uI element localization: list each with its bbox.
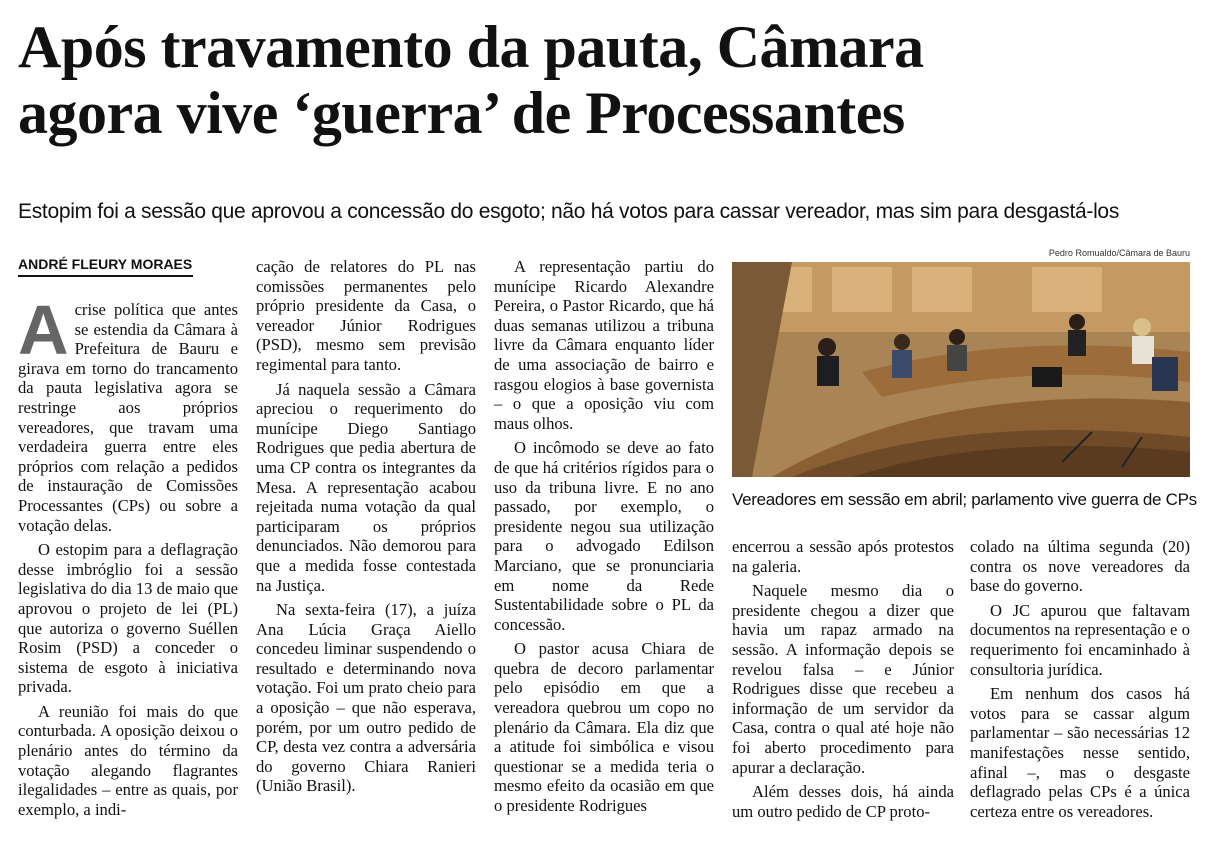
paragraph: O estopim para a deflagração desse imbróglio foi a sessão legislativa do dia 13 de maio que aprovou o projeto de lei (PL) que autoriza o governo Suéllen Rosim (PSD) a conceder o sistema de esgoto à iniciativa privada. <box>18 540 238 697</box>
paragraph: O JC apurou que faltavam documentos na representação e o requerimento foi encaminhado à consultoria jurídica. <box>970 600 1190 679</box>
column-4 <box>732 537 954 826</box>
paragraph: Em nenhum dos casos há votos para se cassar algum parlamentar – são necessárias 12 manifestações nesse sentido, afinal –, mas o desgaste deflagrado pelas CPs é a única certeza entre os vereadores. <box>970 684 1190 821</box>
column-5 <box>970 537 1190 826</box>
session-photo <box>732 262 1190 477</box>
headline-line-1: Após travamento da pauta, Câmara <box>18 14 924 80</box>
headline-line-2: agora vive ‘guerra’ de Processantes <box>18 80 905 146</box>
drop-cap: A <box>18 291 69 369</box>
paragraph: O pastor acusa Chiara de quebra de decoro parlamentar pelo episódio em que a vereadora quebrou um copo no plenário da Câmara. Ela diz que a atitude foi simbólica e visou questionar se a medida teria o mesmo efeito da ocasião em que o presidente Rodrigues <box>494 639 714 816</box>
paragraph: crise política que antes se estendia da Câmara à Prefeitura de Bauru e girava em torno do trancamento da pauta legislativa agora se restringe aos próprios vereadores, que travam uma verdadeira guerra entre eles próprios com relação a pedidos de instauração de Comissões Processantes (CPs) ou sobre a votação delas. <box>18 300 238 535</box>
paragraph: encerrou a sessão após protestos na galeria. <box>732 537 954 576</box>
paragraph: O incômodo se deve ao fato de que há critérios rígidos para o uso da tribuna livre. E no ano passado, por exemplo, o presidente negou sua utilização para o advogado Edilson Marciano, que se pronunciaria em nome da Rede Sustentabilidade sobre o PL da concessão. <box>494 438 714 634</box>
paragraph: Naquele mesmo dia o presidente chegou a dizer que havia um rapaz armado na sessão. A informação depois se revelou falsa – e Júnior Rodrigues disse que recebeu a informação de um servidor da Casa, contra o qual até hoje não foi aberto procedimento para apurar a declaração. <box>732 581 954 777</box>
session-photo-illustration <box>732 262 1190 477</box>
paragraph: A representação partiu do munícipe Ricardo Alexandre Pereira, o Pastor Ricardo, que há duas semanas utilizou a tribuna livre da Câmara enquanto líder de uma associação de bairro e rasgou elogios à base governista – o que a oposição viu com maus olhos. <box>494 257 714 433</box>
column-3 <box>494 257 714 821</box>
byline: ANDRÉ FLEURY MORAES <box>18 255 193 277</box>
headline <box>18 14 1193 146</box>
photo-credit: Pedro Romualdo/Câmara de Bauru <box>1048 248 1190 258</box>
column-1 <box>18 291 238 824</box>
paragraph: Na sexta-feira (17), a juíza Ana Lúcia Graça Aiello concedeu liminar suspendendo o resultado e determinando nova votação. Foi um prato cheio para a oposição – que não esperava, porém, por um outro pedido de CP, desta vez contra a adversária do governo Chiara Ranieri (União Brasil). <box>256 600 476 796</box>
paragraph: A reunião foi mais do que conturbada. A oposição deixou o plenário antes do término da votação alegando flagrantes ilegalidades – entre as quais, por exemplo, a indi- <box>18 701 238 819</box>
subheadline: Estopim foi a sessão que aprovou a concessão do esgoto; não há votos para cassar vereador, mas sim para desgastá-los <box>18 200 1120 223</box>
photo-caption: Vereadores em sessão em abril; parlamento vive guerra de CPs <box>732 490 1197 509</box>
column-2 <box>256 257 476 801</box>
paragraph: cação de relatores do PL nas comissões permanentes pelo próprio presidente da Casa, o vereador Júnior Rodrigues (PSD), mesmo sem previsão regimental para tanto. <box>256 257 476 374</box>
paragraph: Já naquela sessão a Câmara apreciou o requerimento do munícipe Diego Santiago Rodrigues que pedia abertura de uma CP contra os integrantes da Mesa. A representação acabou rejeitada numa votação da qual participaram os próprios denunciados. Não demorou para que a medida fosse contestada na Justiça. <box>256 379 476 595</box>
paragraph: Além desses dois, há ainda um outro pedido de CP proto- <box>732 782 954 821</box>
paragraph: colado na última segunda (20) contra os nove vereadores da base do governo. <box>970 537 1190 596</box>
